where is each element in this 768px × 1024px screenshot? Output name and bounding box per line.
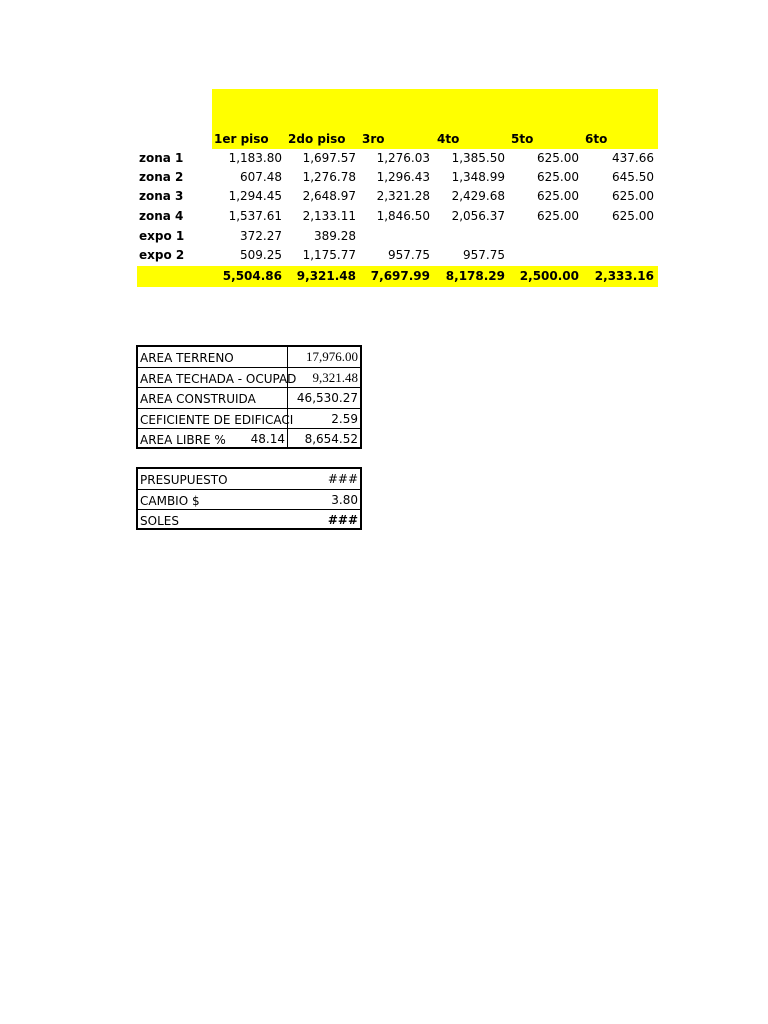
total-2do[interactable]: 9,321.48	[296, 269, 356, 283]
area-libre-percent[interactable]: 48.14	[250, 432, 285, 446]
area-terreno-value[interactable]: 17,976.00	[306, 349, 358, 364]
header-1er-piso[interactable]: 1er piso	[214, 132, 269, 146]
cell-zona3-2do[interactable]: 2,648.97	[302, 189, 356, 203]
row-label-zona-3[interactable]: zona 3	[139, 189, 184, 203]
cell-zona1-6to[interactable]: 437.66	[612, 151, 654, 165]
total-1er[interactable]: 5,504.86	[222, 269, 282, 283]
cell-zona2-5to[interactable]: 625.00	[537, 170, 579, 184]
area-summary-box	[136, 345, 362, 449]
cambio-value[interactable]: 3.80	[331, 492, 358, 507]
area-terreno-row	[138, 347, 360, 368]
row-label-zona-1[interactable]: zona 1	[139, 151, 184, 165]
total-5to[interactable]: 2,500.00	[519, 269, 579, 283]
coeficiente-value[interactable]: 2.59	[331, 411, 358, 426]
total-6to[interactable]: 2,333.16	[594, 269, 654, 283]
total-3ro[interactable]: 7,697.99	[370, 269, 430, 283]
coeficiente-label[interactable]: CEFICIENTE DE EDIFICACI	[140, 412, 294, 427]
soles-label[interactable]: SOLES	[140, 514, 179, 528]
area-libre-value[interactable]: 8,654.52	[304, 432, 358, 446]
total-4to[interactable]: 8,178.29	[445, 269, 505, 283]
cell-zona1-2do[interactable]: 1,697.57	[302, 151, 356, 165]
header-5to[interactable]: 5to	[511, 132, 534, 146]
cell-zona4-3ro[interactable]: 1,846.50	[376, 209, 430, 223]
cell-expo1-1er[interactable]: 372.27	[240, 229, 282, 243]
cell-zona3-4to[interactable]: 2,429.68	[451, 189, 505, 203]
cambio-label[interactable]: CAMBIO $	[140, 493, 200, 508]
cell-zona2-3ro[interactable]: 1,296.43	[376, 170, 430, 184]
cell-zona2-1er[interactable]: 607.48	[240, 170, 282, 184]
cell-expo2-2do[interactable]: 1,175.77	[302, 248, 356, 262]
cambio-row	[138, 490, 360, 511]
area-libre-row	[138, 429, 360, 450]
header-6to[interactable]: 6to	[585, 132, 608, 146]
presupuesto-value[interactable]: ###	[327, 472, 358, 486]
cell-zona3-3ro[interactable]: 2,321.28	[376, 189, 430, 203]
cell-zona1-5to[interactable]: 625.00	[537, 151, 579, 165]
area-construida-row	[138, 388, 360, 409]
area-construida-value[interactable]: 46,530.27	[296, 391, 358, 405]
row-label-zona-2[interactable]: zona 2	[139, 170, 184, 184]
area-techada-value[interactable]: 9,321.48	[312, 369, 358, 385]
header-4to[interactable]: 4to	[437, 132, 460, 146]
cell-zona2-2do[interactable]: 1,276.78	[302, 170, 356, 184]
area-techada-row	[138, 368, 360, 389]
row-label-zona-4[interactable]: zona 4	[139, 209, 184, 223]
coeficiente-row	[138, 409, 360, 430]
cell-zona2-4to[interactable]: 1,348.99	[451, 170, 505, 184]
cell-expo2-1er[interactable]: 509.25	[240, 248, 282, 262]
budget-box	[136, 467, 362, 530]
row-label-expo-1[interactable]: expo 1	[139, 229, 185, 243]
area-terreno-label[interactable]: AREA TERRENO	[140, 351, 234, 365]
cell-expo1-2do[interactable]: 389.28	[314, 229, 356, 243]
soles-row	[138, 510, 360, 531]
cell-zona3-6to[interactable]: 625.00	[612, 189, 654, 203]
cell-zona1-4to[interactable]: 1,385.50	[451, 151, 505, 165]
presupuesto-label[interactable]: PRESUPUESTO	[140, 473, 228, 487]
presupuesto-row	[138, 469, 360, 490]
cell-zona4-4to[interactable]: 2,056.37	[451, 209, 505, 223]
cell-zona4-6to[interactable]: 625.00	[612, 209, 654, 223]
cell-zona1-1er[interactable]: 1,183.80	[228, 151, 282, 165]
soles-value[interactable]: ###	[327, 513, 358, 527]
cell-zona4-2do[interactable]: 2,133.11	[302, 209, 356, 223]
cell-zona2-6to[interactable]: 645.50	[612, 170, 654, 184]
cell-zona4-5to[interactable]: 625.00	[537, 209, 579, 223]
cell-zona3-5to[interactable]: 625.00	[537, 189, 579, 203]
cell-expo2-4to[interactable]: 957.75	[463, 248, 505, 262]
cell-zona3-1er[interactable]: 1,294.45	[228, 189, 282, 203]
cell-zona4-1er[interactable]: 1,537.61	[228, 209, 282, 223]
header-3ro[interactable]: 3ro	[362, 132, 385, 146]
row-label-expo-2[interactable]: expo 2	[139, 248, 185, 262]
cell-zona1-3ro[interactable]: 1,276.03	[376, 151, 430, 165]
area-libre-label[interactable]: AREA LIBRE %	[140, 433, 226, 447]
area-construida-label[interactable]: AREA CONSTRUIDA	[140, 392, 256, 406]
cell-expo2-3ro[interactable]: 957.75	[388, 248, 430, 262]
header-2do-piso[interactable]: 2do piso	[288, 132, 346, 146]
area-techada-label[interactable]: AREA TECHADA - OCUPAD	[140, 371, 297, 386]
